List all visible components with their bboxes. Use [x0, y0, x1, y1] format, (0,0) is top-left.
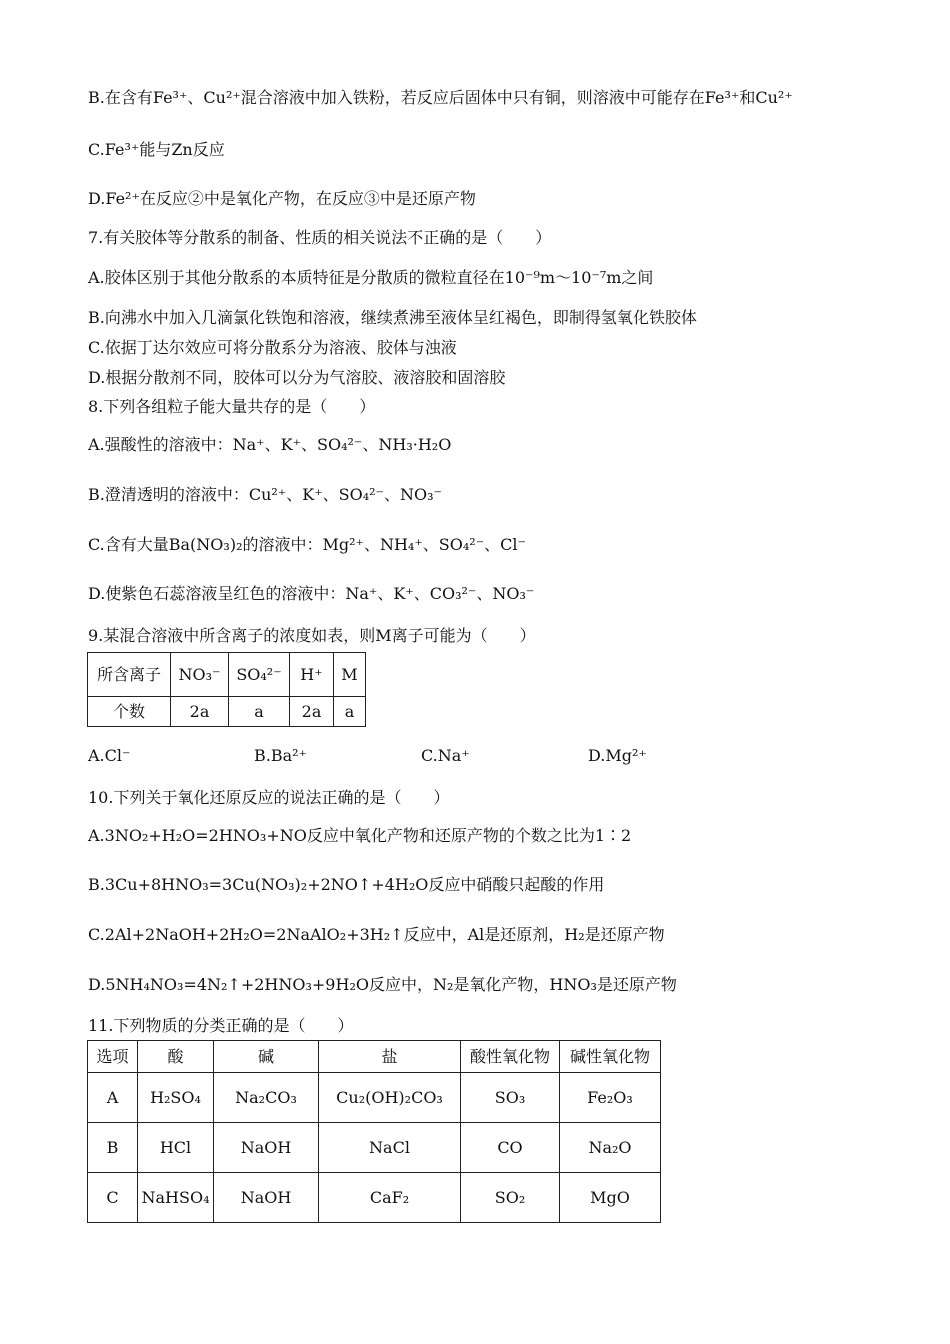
q7-option-b: B.向沸水中加入几滴氯化铁饱和溶液，继续煮沸至液体呈红褐色，即制得氢氧化铁胶体 [88, 308, 697, 327]
q11-table-cell: MgO [560, 1173, 661, 1223]
q8-option-c: C.含有大量Ba(NO₃)₂的溶液中：Mg²⁺、NH₄⁺、SO₄²⁻、Cl⁻ [88, 535, 526, 554]
q11-table-cell: CO [461, 1123, 560, 1173]
q8-option-d: D.使紫色石蕊溶液呈红色的溶液中：Na⁺、K⁺、CO₃²⁻、NO₃⁻ [88, 584, 535, 603]
q11-table-cell: Na₂O [560, 1123, 661, 1173]
q11-table-cell: Cu₂(OH)₂CO₃ [319, 1073, 461, 1123]
q11-table-cell: 酸性氧化物 [461, 1041, 560, 1073]
q6-option-b: B.在含有Fe³⁺、Cu²⁺混合溶液中加入铁粉，若反应后固体中只有铜，则溶液中可能存在Fe³⁺和Cu²⁺ [88, 88, 793, 107]
q9-stem: 9.某混合溶液中所含离子的浓度如表，则M离子可能为（ ） [88, 626, 536, 645]
q11-table-cell: 碱性氧化物 [560, 1041, 661, 1073]
q7-stem: 7.有关胶体等分散系的制备、性质的相关说法不正确的是（ ） [88, 228, 552, 247]
q9-option-d: D.Mg²⁺ [588, 746, 647, 765]
q9-table-cell: NO₃⁻ [171, 653, 229, 697]
q7-option-a: A.胶体区别于其他分散系的本质特征是分散质的微粒直径在10⁻⁹m～10⁻⁷m之间 [88, 268, 654, 287]
q11-table-cell: B [88, 1123, 138, 1173]
q11-table-cell: NaOH [214, 1123, 319, 1173]
q11-table-cell: 酸 [138, 1041, 214, 1073]
q11-table-cell: HCl [138, 1123, 214, 1173]
q8-option-a: A.强酸性的溶液中：Na⁺、K⁺、SO₄²⁻、NH₃·H₂O [88, 435, 452, 454]
q9-option-a: A.Cl⁻ [88, 746, 131, 765]
q11-table-cell: Na₂CO₃ [214, 1073, 319, 1123]
q11-table-cell: NaOH [214, 1173, 319, 1223]
q11-classification-table [87, 1040, 661, 1223]
q9-table-cell: H⁺ [290, 653, 334, 697]
q9-option-b: B.Ba²⁺ [254, 746, 307, 765]
q11-table-cell: Fe₂O₃ [560, 1073, 661, 1123]
q11-table-cell: C [88, 1173, 138, 1223]
q11-table-cell: SO₂ [461, 1173, 560, 1223]
q7-option-d: D.根据分散剂不同，胶体可以分为气溶胶、液溶胶和固溶胶 [88, 368, 506, 387]
q10-option-b: B.3Cu+8HNO₃=3Cu(NO₃)₂+2NO↑+4H₂O反应中硝酸只起酸的作用 [88, 875, 605, 894]
q10-option-d: D.5NH₄NO₃=4N₂↑+2HNO₃+9H₂O反应中，N₂是氧化产物，HNO₃是还原产物 [88, 975, 677, 994]
q11-table-cell: SO₃ [461, 1073, 560, 1123]
q11-table-cell: A [88, 1073, 138, 1123]
q9-table-cell: M [334, 653, 366, 697]
q9-table-cell: a [334, 697, 366, 727]
q9-table-cell: 个数 [88, 697, 171, 727]
q6-option-c: C.Fe³⁺能与Zn反应 [88, 140, 225, 159]
q11-stem: 11.下列物质的分类正确的是（ ） [88, 1016, 354, 1035]
q11-table-cell: NaCl [319, 1123, 461, 1173]
q7-option-c: C.依据丁达尔效应可将分散系分为溶液、胶体与浊液 [88, 338, 457, 357]
q11-table-cell: 碱 [214, 1041, 319, 1073]
q10-stem: 10.下列关于氧化还原反应的说法正确的是（ ） [88, 788, 450, 807]
q9-ion-table [87, 652, 366, 727]
q6-option-d: D.Fe²⁺在反应②中是氧化产物，在反应③中是还原产物 [88, 189, 476, 208]
q11-table-cell: CaF₂ [319, 1173, 461, 1223]
q11-table-cell: 盐 [319, 1041, 461, 1073]
q8-stem: 8.下列各组粒子能大量共存的是（ ） [88, 397, 376, 416]
q11-table-cell: NaHSO₄ [138, 1173, 214, 1223]
q8-option-b: B.澄清透明的溶液中：Cu²⁺、K⁺、SO₄²⁻、NO₃⁻ [88, 485, 442, 504]
q9-options [88, 746, 788, 772]
q10-option-a: A.3NO₂+H₂O=2HNO₃+NO反应中氧化产物和还原产物的个数之比为1∶2 [88, 826, 632, 845]
q9-table-cell: SO₄²⁻ [229, 653, 290, 697]
q9-table-cell: 所含离子 [88, 653, 171, 697]
q11-table-cell: H₂SO₄ [138, 1073, 214, 1123]
q9-table-cell: a [229, 697, 290, 727]
q9-table-cell: 2a [290, 697, 334, 727]
q9-table-cell: 2a [171, 697, 229, 727]
q9-option-c: C.Na⁺ [421, 746, 470, 765]
q10-option-c: C.2Al+2NaOH+2H₂O=2NaAlO₂+3H₂↑反应中，Al是还原剂，H₂是还原产物 [88, 925, 665, 944]
q11-table-cell: 选项 [88, 1041, 138, 1073]
